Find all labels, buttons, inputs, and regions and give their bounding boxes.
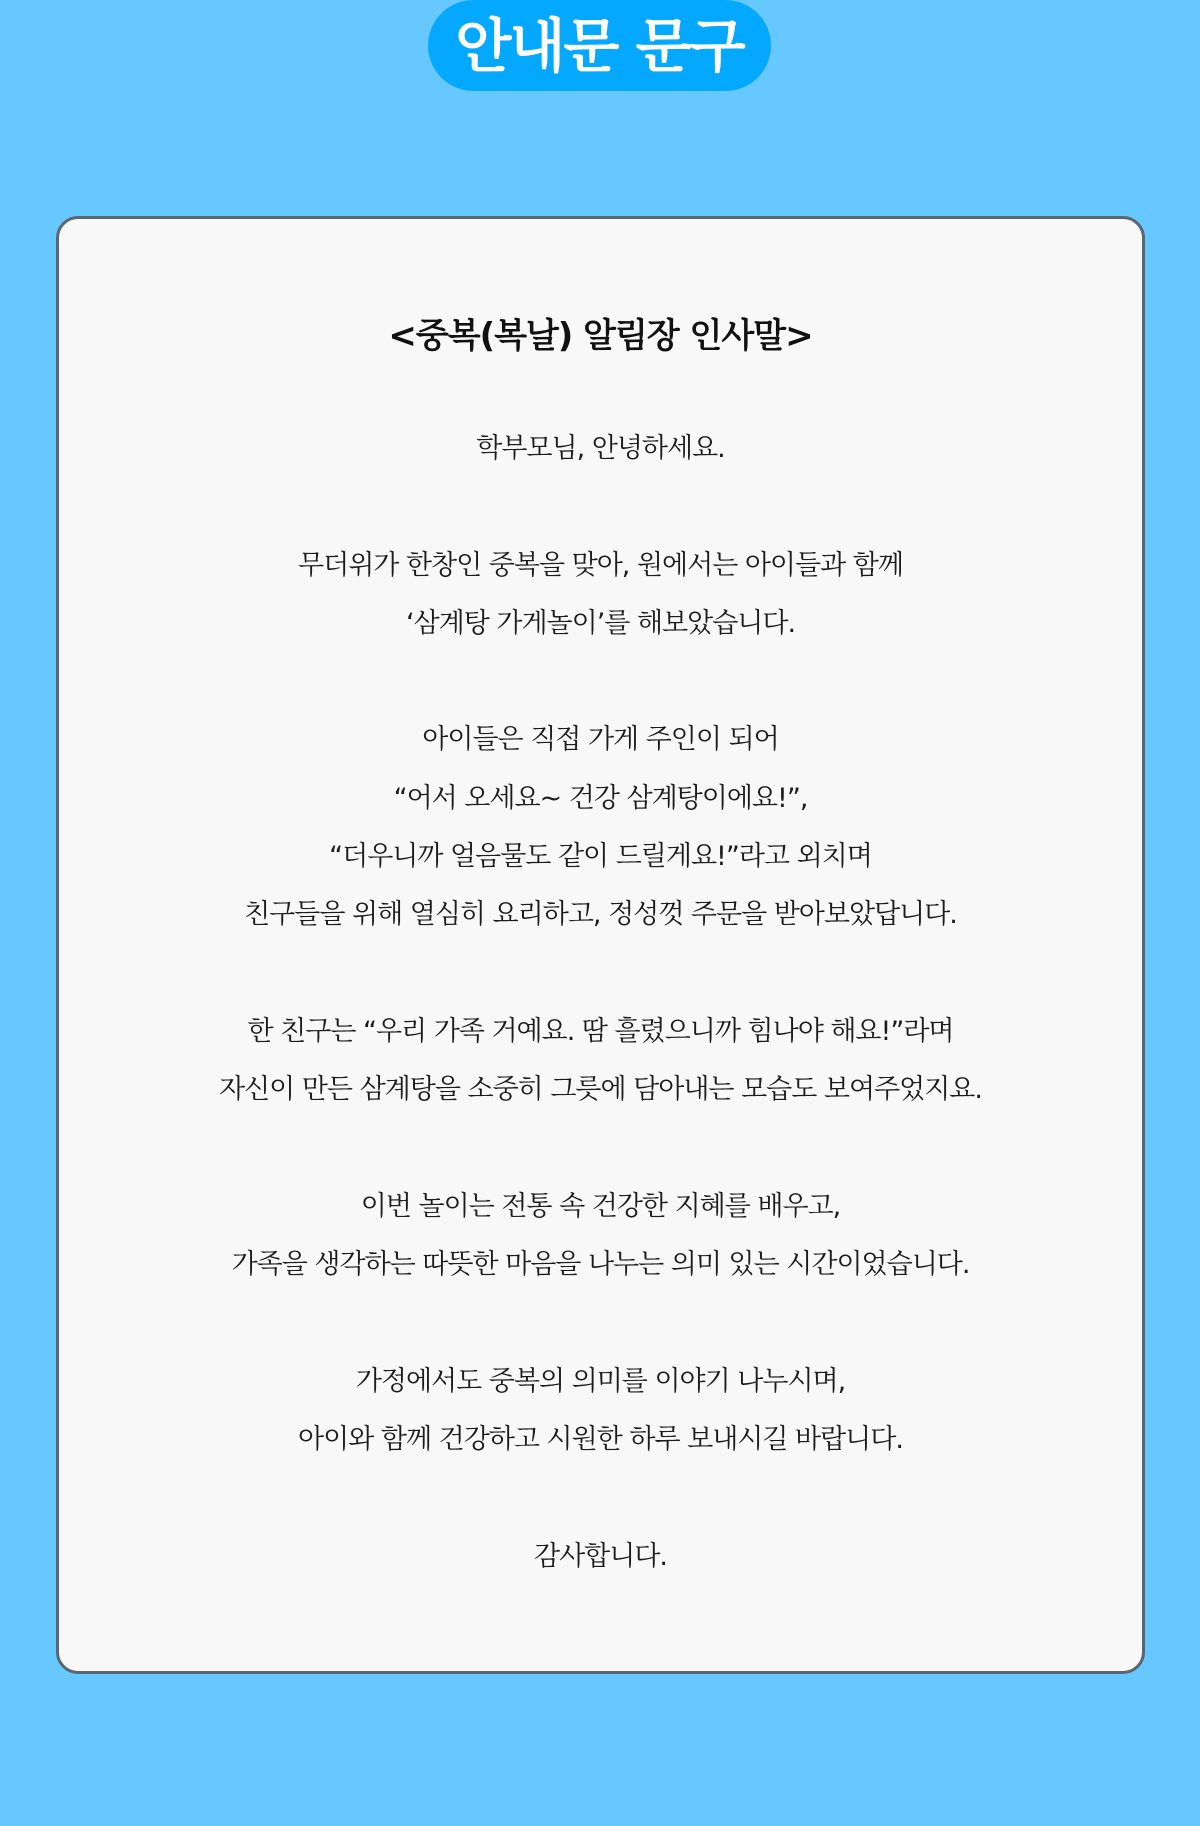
notice-line: 무더위가 한창인 중복을 맞아, 원에서는 아이들과 함께 [298,549,903,581]
notice-line: 이번 놀이는 전통 속 건강한 지혜를 배우고, [360,1190,841,1222]
notice-title: <중복(복날) 알림장 인사말> [388,316,813,356]
blank-line [59,1481,1142,1539]
blank-line [59,1132,1142,1190]
notice-card [56,216,1145,1674]
notice-line: 학부모님, 안녕하세요. [476,433,725,464]
notice-line: 한 친구는 “우리 가족 거예요. 땀 흘렸으니까 힘나야 해요!”라며 [247,1015,954,1047]
closing-line: 감사합니다. [534,1540,667,1572]
notice-line: 자신이 만든 삼계탕을 소중히 그릇에 담아내는 모습도 보여주었지요. [219,1074,982,1106]
header-badge [428,0,771,91]
blank-line [59,1306,1142,1364]
notice-line: 친구들을 위해 열심히 요리하고, 정성껏 주문을 받아보았답니다. [244,899,957,931]
notice-body [59,432,1142,1598]
notice-line: “더우니까 얼음물도 같이 드릴게요!”라고 외치며 [329,841,872,873]
header-title: 안내문 문구 [455,11,744,80]
notice-line: 아이와 함께 건강하고 시원한 하루 보내시길 바랍니다. [298,1424,903,1456]
blank-line [59,957,1142,1015]
notice-line: 아이들은 직접 가게 주인이 되어 [422,724,779,756]
notice-line: 가족을 생각하는 따뜻한 마음을 나누는 의미 있는 시간이었습니다. [231,1249,970,1281]
blank-line [59,490,1142,548]
notice-line: ‘삼계탕 가게놀이’를 해보았습니다. [405,607,796,639]
notice-line: 가정에서도 중복의 의미를 이야기 나누시며, [355,1365,846,1397]
blank-line [59,665,1142,723]
notice-line: “어서 오세요~ 건강 삼계탕이에요!”, [393,782,808,814]
